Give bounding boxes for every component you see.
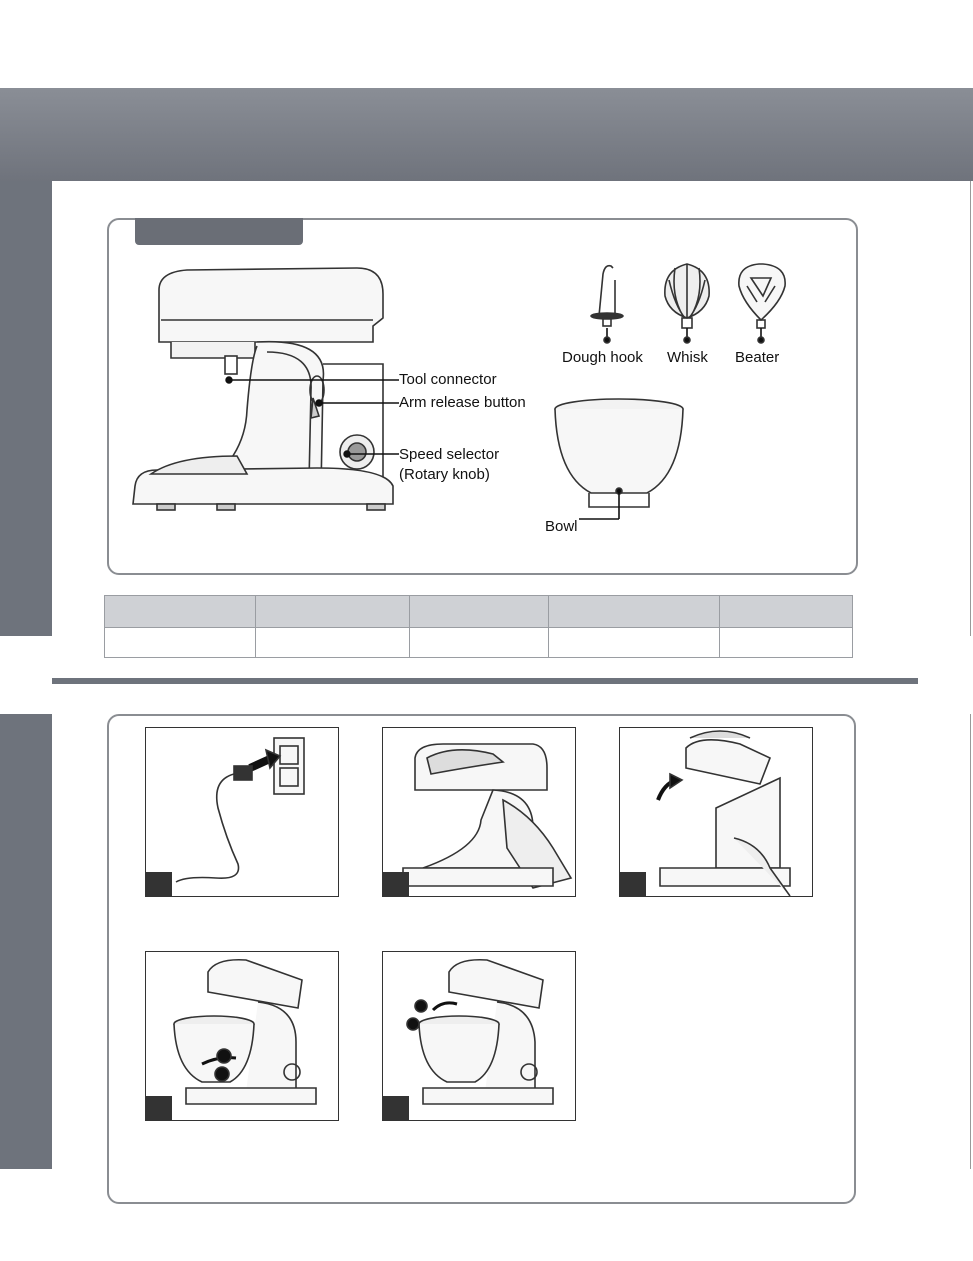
attach-tool-illustration (383, 952, 575, 1120)
beater-label: Beater (735, 349, 780, 366)
table-cell (410, 596, 549, 628)
table-cell (105, 596, 256, 628)
table-row (105, 628, 853, 658)
table-cell (549, 596, 720, 628)
section-divider (52, 678, 918, 684)
table-cell (105, 628, 256, 658)
side-tab-parts (0, 181, 52, 636)
step-number-badge (383, 872, 409, 896)
step-number-badge (383, 1096, 409, 1120)
bowl-label: Bowl (545, 518, 578, 535)
parts-panel (107, 218, 858, 575)
page-edge-mark (970, 181, 971, 636)
table-cell (720, 628, 853, 658)
table-cell (720, 596, 853, 628)
step-1-image (145, 727, 339, 897)
dough-hook-label: Dough hook (562, 349, 643, 366)
plug-illustration (146, 728, 338, 896)
bowl-illustration (539, 395, 699, 530)
arm-release-button-label: Arm release button (399, 394, 526, 411)
header-band (0, 88, 973, 181)
table-cell (549, 628, 720, 658)
step-number-badge (620, 872, 646, 896)
arm-release-illustration (383, 728, 575, 896)
whisk-label: Whisk (667, 349, 708, 366)
step-number-badge (146, 1096, 172, 1120)
tool-connector-label: Tool connector (399, 371, 497, 388)
step-number-badge (146, 872, 172, 896)
page-edge-mark (970, 714, 971, 1169)
panel-tab (135, 218, 303, 245)
spec-table (104, 595, 853, 658)
bowl-mount-illustration (146, 952, 338, 1120)
step-3-image (619, 727, 813, 897)
table-cell (410, 628, 549, 658)
table-header-row (105, 596, 853, 628)
step-5-image (382, 951, 576, 1121)
side-tab-assembly (0, 714, 52, 1169)
table-cell (256, 628, 410, 658)
accessories-illustration (559, 256, 819, 346)
rotary-knob-label: (Rotary knob) (399, 466, 490, 483)
speed-selector-label: Speed selector (399, 446, 500, 463)
tilt-head-illustration (620, 728, 812, 896)
table-cell (256, 596, 410, 628)
step-2-image (382, 727, 576, 897)
step-4-image (145, 951, 339, 1121)
